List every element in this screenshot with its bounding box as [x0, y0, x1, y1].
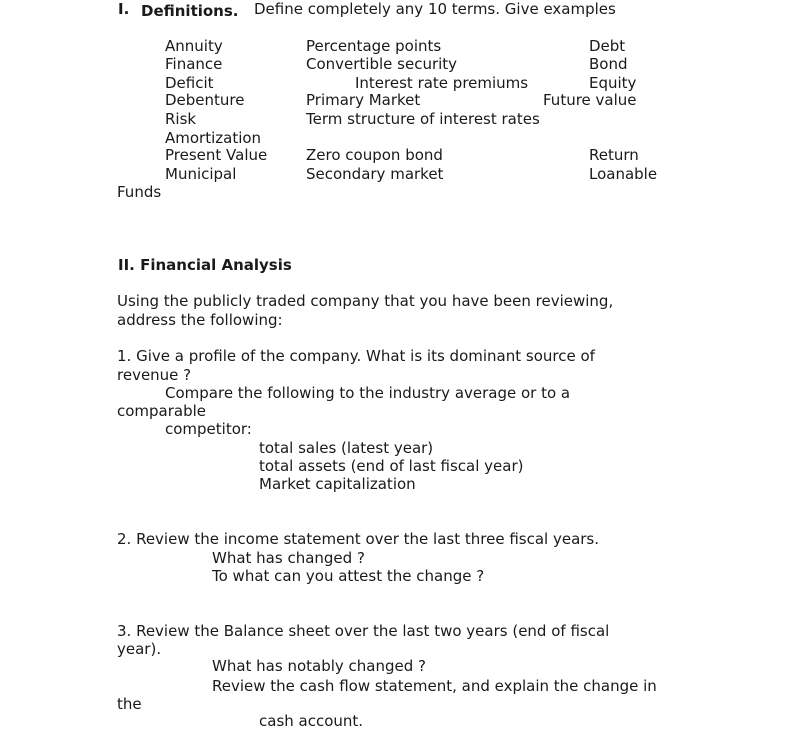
section1-instruction: Define completely any 10 terms. Give examples — [254, 0, 616, 18]
q2-line1: 2. Review the income statement over the last three fiscal years. — [117, 530, 600, 548]
term-deficit: Deficit — [165, 74, 214, 92]
term-future-value: Future value — [543, 91, 637, 109]
q1-line5: competitor: — [165, 420, 252, 438]
section2-intro-line2: address the following: — [117, 311, 283, 329]
term-funds: Funds — [117, 183, 162, 201]
q3-line3: What has notably changed ? — [212, 657, 427, 675]
q1-item-market-cap: Market capitalization — [259, 475, 416, 493]
term-annuity: Annuity — [165, 37, 223, 55]
q1-line3: Compare the following to the industry average or to a — [165, 384, 571, 402]
term-convertible-security: Convertible security — [306, 55, 458, 73]
section1-heading: Definitions. — [141, 2, 239, 20]
q1-line2: revenue ? — [117, 366, 192, 384]
section2-heading: II. Financial Analysis — [118, 256, 292, 274]
term-equity: Equity — [589, 74, 637, 92]
term-debt: Debt — [589, 37, 626, 55]
term-secondary-market: Secondary market — [306, 165, 444, 183]
q3-line1: 3. Review the Balance sheet over the last two years (end of fiscal — [117, 622, 610, 640]
term-loanable: Loanable — [589, 165, 658, 183]
term-debenture: Debenture — [165, 91, 245, 109]
q3-line6: cash account. — [259, 712, 364, 730]
term-present-value: Present Value — [165, 146, 268, 164]
q1-line4: comparable — [117, 402, 207, 420]
term-percentage-points: Percentage points — [306, 37, 442, 55]
q2-line3: To what can you attest the change ? — [212, 567, 485, 585]
term-interest-rate-premiums: Interest rate premiums — [355, 74, 529, 92]
q3-line4: Review the cash flow statement, and explain the change in — [212, 677, 657, 695]
term-amortization: Amortization — [165, 129, 262, 147]
section2-intro-line1: Using the publicly traded company that you have been reviewing, — [117, 292, 614, 310]
term-zero-coupon-bond: Zero coupon bond — [306, 146, 443, 164]
term-primary-market: Primary Market — [306, 91, 421, 109]
term-finance: Finance — [165, 55, 223, 73]
q2-line2: What has changed ? — [212, 549, 365, 567]
term-bond: Bond — [589, 55, 628, 73]
q1-item-total-assets: total assets (end of last fiscal year) — [259, 457, 524, 475]
q1-line1: 1. Give a profile of the company. What is its dominant source of — [117, 347, 595, 365]
q1-item-total-sales: total sales (latest year) — [259, 439, 434, 457]
q3-line2: year). — [117, 640, 162, 658]
term-term-structure: Term structure of interest rates — [306, 110, 540, 128]
term-risk: Risk — [165, 110, 197, 128]
section1-number: I. — [118, 0, 130, 18]
term-municipal: Municipal — [165, 165, 237, 183]
q3-line5: the — [117, 695, 142, 713]
term-return: Return — [589, 146, 639, 164]
